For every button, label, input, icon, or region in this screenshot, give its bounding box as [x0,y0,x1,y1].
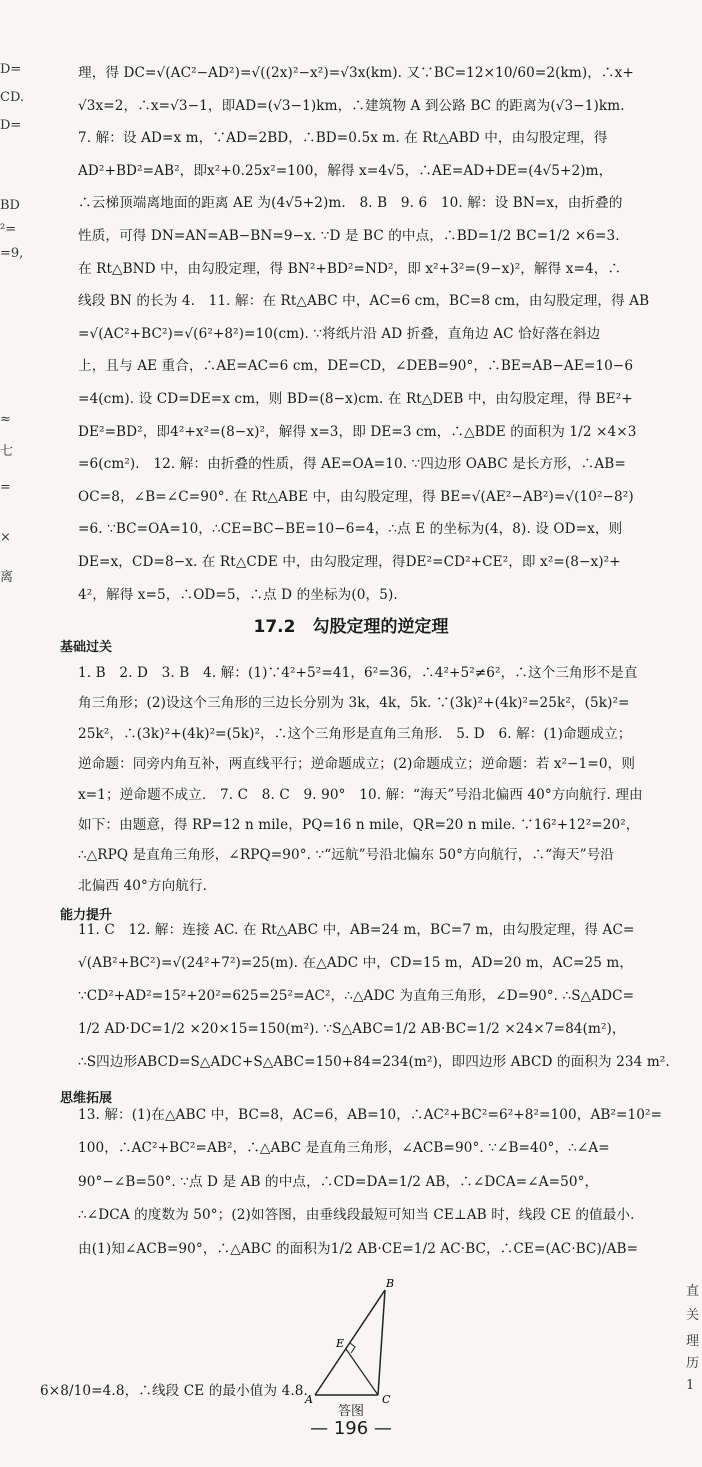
text-line: =6. ∵BC=OA=10，∴CE=BC−BE=10−6=4，∴点 E 的坐标为(4，8). 设 OD=x，则 [78,521,623,538]
text-line: 如下：由题意，得 RP=12 n mile，PQ=16 n mile，QR=20 n mile. ∵16²+12²=20²， [78,817,640,833]
segment-ce [346,1349,378,1395]
margin-fragment: × [0,530,11,545]
text-line: 1/2 AD·DC=1/2 ×20×15=150(m²). ∵S△ABC=1/2 AB·BC=1/2 ×24×7=84(m²)， [78,1021,626,1037]
text-line: 逆命题：同旁内角互补，两直线平行；逆命题成立；(2)命题成立；逆命题：若 x²−1=0，则 [78,756,636,773]
text-line: =√(AC²+BC²)=√(6²+8²)=10(cm). ∵将纸片沿 AD 折叠，直角边 AC 恰好落在斜边 [78,325,601,342]
text-line: ∴S四边形ABCD=S△ADC+S△ABC=150+84=234(m²)，即四边形 ABCD 的面积为 234 m². [78,1054,670,1070]
margin-fragment: =9, [0,246,24,261]
answer-figure [300,1275,410,1420]
margin-fragment: 关 [686,1308,700,1323]
text-line: √3x=2，∴x=√3−1，即AD=(√3−1)km，∴建筑物 A 到公路 BC 的距离为(√3−1)km. [78,97,625,114]
text-line: x=1；逆命题不成立. 7. C 8. C 9. 90° 10. 解：“海天”号沿北偏西 40°方向航行. 理由 [78,786,643,803]
label-a: A [305,1393,313,1406]
margin-fragment: 离 [0,570,14,585]
text-line: 7. 解：设 AD=x m，∵AD=2BD，∴BD=0.5x m. 在 Rt△ABD 中，由勾股定理，得 [78,130,608,147]
subhead-ability: 能力提升 [60,908,113,923]
subhead-basic: 基础过关 [60,640,113,655]
text-line: ∴云梯顶端离地面的距离 AE 为(4√5+2)m. 8. B 9. 6 10. 解：设 BN=x，由折叠的 [78,195,623,212]
text-line: ∴∠DCA 的度数为 50°；(2)如答图，由垂线段最短可知当 CE⊥AB 时，线段 CE 的值最小. [78,1207,635,1224]
text-line: 上，且与 AE 重合，∴AE=AC=6 cm，DE=CD，∠DEB=90°，∴BE=AB−AE=10−6 [78,358,634,375]
text-line: 100，∴AC²+BC²=AB²，∴△ABC 是直角三角形，∠ACB=90°. ∵∠B=40°，∴∠A= [78,1140,610,1157]
text-line: =4(cm). 设 CD=DE=x cm，则 BD=(8−x)cm. 在 Rt△DEB 中，由勾股定理，得 BE²+ [78,391,633,407]
text-line: 1. B 2. D 3. B 4. 解：(1)∵4²+5²=41，6²=36，∴4²+5²≠6²，∴这个三角形不是直 [78,665,638,681]
text-line: OC=8，∠B=∠C=90°. 在 Rt△ABE 中，由勾股定理，得 BE=√(AE²−AB²)=√(10²−8²) [78,488,634,505]
margin-fragment: 直 [686,1284,700,1299]
figure-caption: 答图 [338,1404,365,1419]
label-c: C [382,1393,391,1406]
margin-fragment: BD [0,198,20,213]
section-title: 17.2 勾股定理的逆定理 [253,617,449,637]
text-line: =6(cm²). 12. 解：由折叠的性质，得 AE=OA=10. ∵四边形 OABC 是长方形，∴AB= [78,456,626,473]
text-line: 11. C 12. 解：连接 AC. 在 Rt△ABC 中，AB=24 m，BC=7 m，由勾股定理，得 AC= [78,922,635,938]
text-line: DE=x，CD=8−x. 在 Rt△CDE 中，由勾股定理，得DE²=CD²+CE²，即 x²=(8−x)²+ [78,554,621,570]
margin-fragment: ²= [0,222,17,237]
margin-fragment: 七 [0,444,14,459]
text-line: ∵CD²+AD²=15²+20²=625=25²=AC²，∴△ADC 为直角三角形，∠D=90°. ∴S△ADC= [78,988,635,1004]
final-answer-line: 6×8/10=4.8，∴线段 CE 的最小值为 4.8. [40,1383,308,1399]
label-b: B [386,1277,395,1290]
margin-fragment: = [0,480,11,495]
text-line: 性质，可得 DN=AN=AB−BN=9−x. ∵D 是 BC 的中点，∴BD=1/2 BC=1/2 ×6=3. [78,228,620,244]
text-line: 90°−∠B=50°. ∵点 D 是 AB 的中点，∴CD=DA=1/2 AB，∴∠DCA=∠A=50°， [78,1173,599,1190]
text-line: 由(1)知∠ACB=90°，∴△ABC 的面积为1/2 AB·CE=1/2 AC·BC，∴CE=(AC·BC)/AB= [78,1240,639,1257]
text-line: 角三角形；(2)设这个三角形的三边长分别为 3k，4k，5k. ∵(3k)²+(4k)²=25k²，(5k)²= [78,695,630,712]
text-line: 北偏西 40°方向航行. [78,877,208,894]
margin-fragment: D= [0,62,22,77]
text-line: 4²，解得 x=5，∴OD=5，∴点 D 的坐标为(0，5). [78,586,398,603]
text-line: ∴△RPQ 是直角三角形，∠RPQ=90°. ∵“远航”号沿北偏东 50°方向航行，∴“海天”号沿 [78,847,615,864]
right-angle-mark [350,1343,355,1353]
text-line: DE²=BD²，即4²+x²=(8−x)²，解得 x=3，即 DE=3 cm，∴△BDE 的面积为 1/2 ×4×3 [78,423,637,440]
text-line: √(AB²+BC²)=√(24²+7²)=25(m). 在△ADC 中，CD=15 m，AD=20 m，AC=25 m， [78,955,634,971]
text-line: 线段 BN 的长为 4. 11. 解：在 Rt△ABC 中，AC=6 cm，BC=8 cm，由勾股定理，得 AB [78,293,650,310]
subhead-think: 思维拓展 [60,1091,113,1106]
text-line: AD²+BD²=AB²，即x²+0.25x²=100，解得 x=4√5，∴AE=AD+DE=(4√5+2)m， [78,162,613,179]
page-number: — 196 — [310,1418,392,1439]
margin-fragment: CD. [0,90,25,105]
margin-fragment: ≈ [0,412,11,427]
text-line: 理，得 DC=√(AC²−AD²)=√((2x)²−x²)=√3x(km). 又∵BC=12×10/60=2(km)，∴x+ [78,65,634,81]
text-line: 25k²，∴(3k)²+(4k)²=(5k)²，∴这个三角形是直角三角形. 5. D 6. 解：(1)命题成立； [78,725,632,742]
side-ab [315,1290,385,1395]
margin-fragment: D= [0,118,22,133]
text-line: 13. 解：(1)在△ABC 中，BC=8，AC=6，AB=10，∴AC²+BC²=6²+8²=100，AB²=10²= [78,1107,663,1123]
side-bc [378,1290,385,1395]
margin-fragment: 理 [686,1334,700,1349]
label-e: E [336,1337,345,1350]
margin-fragment: 历 [686,1356,700,1371]
text-line: 在 Rt△BND 中，由勾股定理，得 BN²+BD²=ND²，即 x²+3²=(9−x)²，解得 x=4，∴ [78,260,622,277]
margin-fragment: 1 [686,1378,695,1393]
